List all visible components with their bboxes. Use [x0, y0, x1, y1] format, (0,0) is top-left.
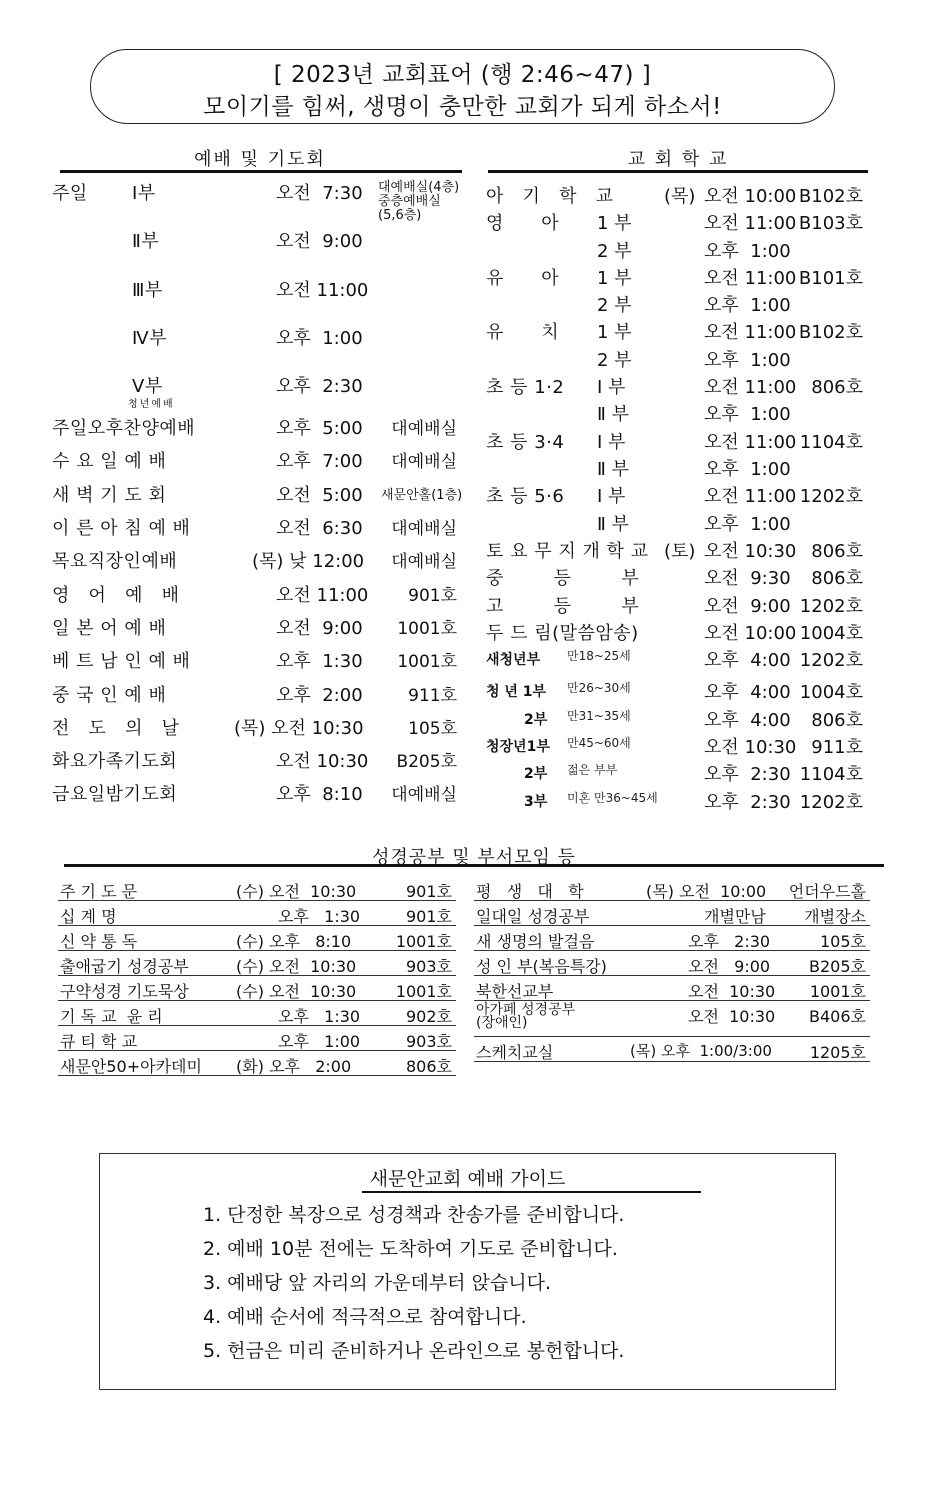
- worship-place: 대예배실: [391, 419, 457, 439]
- young-group-time: 오후 4:00: [704, 682, 791, 703]
- sunday-service-part: Ⅰ부: [132, 183, 156, 204]
- school-room: 1004호: [799, 623, 863, 644]
- study-row: [58, 901, 456, 926]
- study-time: (수) 오전 10:30: [236, 982, 357, 1001]
- school-day: (목): [664, 186, 696, 207]
- guide-item: 3. 예배당 앞 자리의 가운데부터 앉습니다.: [203, 1272, 552, 1294]
- study-time: 오후 1:00: [278, 1032, 361, 1051]
- worship-name: 화요가족기도회: [52, 751, 178, 772]
- school-time: 오전 10:30: [704, 541, 797, 562]
- study-room: 903호: [406, 1032, 452, 1051]
- worship-place: 911호: [408, 686, 457, 706]
- young-group-room: 1004호: [799, 682, 863, 703]
- study-name: 북한선교부: [476, 982, 554, 1001]
- sunday-service-part: Ⅴ부: [132, 376, 163, 397]
- motto-line-2: 모이기를 힘써, 생명이 충만한 교회가 되게 하소서!: [203, 94, 722, 120]
- study-time: (수) 오전 10:30: [236, 882, 357, 901]
- worship-place: B205호: [396, 752, 457, 772]
- young-group-name: 청 년 1부: [486, 684, 547, 700]
- worship-title-rule: [60, 170, 462, 173]
- study-room: B406호: [809, 1007, 866, 1026]
- worship-place: 901호: [408, 586, 457, 606]
- worship-place: 대예배실: [391, 519, 457, 539]
- worship-name: 목요직장인예배: [52, 551, 178, 572]
- school-part: 2 부: [597, 295, 632, 316]
- young-group-room: 1202호: [799, 650, 863, 671]
- young-group-age: 젊은 부부: [567, 763, 618, 777]
- study-row: [474, 1001, 870, 1037]
- worship-name: 전 도 의 날: [52, 718, 180, 739]
- motto-line-1: [ 2023년 교회표어 (행 2:46~47) ]: [273, 62, 652, 88]
- school-time: 오후 1:00: [704, 241, 791, 262]
- study-time: 오전 10:30: [688, 1007, 776, 1026]
- study-row: [58, 1051, 456, 1076]
- school-time: 오전 11:00: [704, 268, 797, 289]
- school-title: 교 회 학 교: [627, 149, 729, 170]
- young-group-time: 오후 4:00: [704, 650, 791, 671]
- young-group-name: 2부: [524, 766, 548, 782]
- study-room: 개별장소: [804, 907, 866, 926]
- sunday-service-sub: 청년예배: [128, 399, 175, 410]
- study-row: [58, 1026, 456, 1051]
- school-time: 오전 9:30: [704, 568, 791, 589]
- guide-item: 5. 헌금은 미리 준비하거나 온라인으로 봉헌합니다.: [203, 1340, 625, 1362]
- school-room: B102호: [798, 186, 863, 207]
- school-time: 오전 10:00: [704, 623, 797, 644]
- school-dept-name: 초 등 5·6: [486, 486, 565, 507]
- school-part: Ⅰ 부: [597, 486, 626, 507]
- guide-title: 새문안교회 예배 가이드: [369, 1168, 566, 1190]
- young-group-age: 미혼 만36~45세: [567, 791, 658, 805]
- young-group-age: 만31~35세: [567, 709, 631, 723]
- study-name: 일대일 성경공부: [476, 907, 590, 926]
- worship-place: 105호: [408, 719, 457, 739]
- study-name: 새문안50+아카데미: [60, 1057, 202, 1076]
- worship-time: 오후 8:10: [276, 784, 363, 805]
- school-time: 오전 11:00: [704, 486, 797, 507]
- young-group-time: 오후 4:00: [704, 710, 791, 731]
- study-time: 오후 2:30: [688, 932, 771, 951]
- study-row: [474, 951, 870, 976]
- school-room: B101호: [798, 268, 863, 289]
- worship-place: 대예배실: [391, 785, 457, 805]
- worship-name: 중 국 인 예 배: [52, 685, 167, 706]
- school-room: B103호: [798, 213, 863, 234]
- school-time: 오전 11:00: [704, 377, 797, 398]
- school-part: 2 부: [597, 350, 632, 371]
- school-part: 1 부: [597, 322, 632, 343]
- school-room: 1104호: [799, 432, 863, 453]
- young-group-room: 1104호: [799, 764, 863, 785]
- young-group-room: 806호: [811, 710, 863, 731]
- study-room: 1205호: [809, 1043, 866, 1062]
- school-part: Ⅰ 부: [597, 432, 626, 453]
- school-dept-name: 두 드 림(말씀암송): [486, 623, 639, 644]
- study-room: 806호: [406, 1057, 452, 1076]
- sunday-service-part: Ⅳ부: [132, 328, 167, 349]
- young-group-time: 오후 2:30: [704, 764, 791, 785]
- young-group-age: 만45~60세: [567, 736, 631, 750]
- study-time: 오후 1:30: [278, 907, 361, 926]
- study-name: 새 생명의 발걸음: [476, 932, 595, 951]
- study-name: 주 기 도 문: [60, 882, 138, 901]
- school-time: 오전 10:00: [704, 186, 797, 207]
- study-room: 1001호: [809, 982, 866, 1001]
- guide-item: 1. 단정한 복장으로 성경책과 찬송가를 준비합니다.: [203, 1204, 625, 1226]
- school-room: 806호: [811, 377, 863, 398]
- study-name: 성 인 부(복음특강): [476, 957, 607, 976]
- study-name: 기 독 교 윤 리: [60, 1007, 163, 1026]
- study-room: 903호: [406, 957, 452, 976]
- young-group-name: 3부: [524, 794, 548, 810]
- study-room: 902호: [406, 1007, 452, 1026]
- study-time: (목) 오후 1:00/3:00: [630, 1042, 772, 1060]
- young-group-name: 새청년부: [486, 652, 541, 668]
- study-room: 901호: [406, 882, 452, 901]
- school-part: Ⅱ 부: [597, 514, 629, 535]
- sunday-place: 대예배실(4층) 중층예배실 (5,6층): [378, 180, 460, 223]
- study-name: 구약성경 기도묵상: [60, 982, 189, 1001]
- worship-place: 1001호: [397, 619, 457, 639]
- worship-place: 대예배실: [391, 452, 457, 472]
- sunday-service-time: 오후 1:00: [276, 328, 363, 349]
- worship-time: 오후 7:00: [276, 451, 363, 472]
- sunday-label: 주일: [52, 183, 88, 204]
- school-dept-name: 초 등 3·4: [486, 432, 565, 453]
- worship-name: 수 요 일 예 배: [52, 451, 167, 472]
- sunday-service-time: 오후 2:30: [276, 376, 363, 397]
- school-dept-name: 아 기 학 교: [486, 186, 614, 207]
- worship-name: 새 벽 기 도 회: [52, 485, 167, 506]
- school-time: 오전 11:00: [704, 432, 797, 453]
- study-room: 1001호: [395, 932, 452, 951]
- sunday-service-time: 오전 9:00: [276, 231, 363, 252]
- school-time: 오후 1:00: [704, 514, 791, 535]
- worship-time: 오전 11:00: [276, 585, 369, 606]
- study-time: 오전 9:00: [688, 957, 771, 976]
- worship-time: 오후 5:00: [276, 418, 363, 439]
- school-part: Ⅱ 부: [597, 459, 629, 480]
- worship-place: 새문안홀(1층): [381, 488, 463, 503]
- study-row: [58, 976, 456, 1001]
- study-room: B205호: [809, 957, 866, 976]
- school-room: 806호: [811, 541, 863, 562]
- study-row: [58, 876, 456, 901]
- worship-place: 대예배실: [391, 552, 457, 572]
- study-row: [474, 976, 870, 1001]
- guide-title-underline: [362, 1191, 701, 1193]
- study-time: (목) 오전 10:00: [646, 882, 767, 901]
- worship-time: 오전 6:30: [276, 518, 363, 539]
- young-group-name: 2부: [524, 712, 548, 728]
- school-room: 1202호: [799, 486, 863, 507]
- study-room: 105호: [820, 932, 866, 951]
- worship-time: 오전 10:30: [276, 751, 369, 772]
- study-room: 901호: [406, 907, 452, 926]
- sunday-service-time: 오전 11:00: [276, 280, 369, 301]
- worship-name: 영 어 예 배: [52, 585, 180, 606]
- worship-name: 주일오후찬양예배: [52, 418, 196, 439]
- school-day: (토): [664, 541, 696, 562]
- school-dept-name: 영 아: [486, 213, 560, 234]
- study-title: 성경공부 및 부서모임 등: [371, 847, 577, 868]
- school-time: 오후 1:00: [704, 350, 791, 371]
- study-time: (수) 오후 8:10: [236, 932, 352, 951]
- school-dept-name: 초 등 1·2: [486, 377, 565, 398]
- school-time: 오후 1:00: [704, 295, 791, 316]
- study-name: 큐 티 학 교: [60, 1032, 138, 1051]
- school-title-rule: [488, 170, 868, 173]
- young-group-room: 911호: [811, 737, 863, 758]
- school-time: 오전 11:00: [704, 213, 797, 234]
- study-time: (수) 오전 10:30: [236, 957, 357, 976]
- school-part: 1 부: [597, 213, 632, 234]
- study-room: 언더우드홀: [788, 882, 866, 901]
- sunday-service-part: Ⅲ부: [132, 280, 163, 301]
- worship-title: 예배 및 기도회: [194, 149, 326, 170]
- study-name: 신 약 통 독: [60, 932, 138, 951]
- study-row: [474, 876, 870, 901]
- young-group-age: 만26~30세: [567, 681, 631, 695]
- worship-name: 이 른 아 침 예 배: [52, 518, 191, 539]
- study-row: [58, 951, 456, 976]
- study-name: 아가페 성경공부 (장애인): [476, 1002, 576, 1031]
- school-room: B102호: [798, 322, 863, 343]
- worship-place: 1001호: [397, 652, 457, 672]
- worship-name: 일 본 어 예 배: [52, 618, 167, 639]
- school-dept-name: 중 등 부: [486, 568, 640, 589]
- school-part: 2 부: [597, 241, 632, 262]
- school-dept-name: 토 요 무 지 개 학 교: [486, 541, 649, 562]
- school-time: 오후 1:00: [704, 459, 791, 480]
- school-room: 1202호: [799, 596, 863, 617]
- worship-guide-box: [99, 1153, 836, 1390]
- worship-name: 금요일밤기도회: [52, 784, 178, 805]
- study-room: 1001호: [395, 982, 452, 1001]
- worship-time: (목) 낮 12:00: [252, 551, 365, 572]
- school-time: 오후 1:00: [704, 404, 791, 425]
- study-row: [474, 1037, 870, 1062]
- guide-item: 2. 예배 10분 전에는 도착하여 기도로 준비합니다.: [203, 1238, 618, 1260]
- study-time: 오후 1:30: [278, 1007, 361, 1026]
- young-group-time: 오후 2:30: [704, 792, 791, 813]
- school-dept-name: 유 치: [486, 322, 560, 343]
- study-name: 십 계 명: [60, 907, 117, 926]
- worship-time: (목) 오전 10:30: [234, 718, 364, 739]
- school-part: Ⅱ 부: [597, 404, 629, 425]
- sunday-service-part: Ⅱ부: [132, 231, 160, 252]
- study-time: 개별만남: [704, 907, 766, 926]
- school-time: 오전 9:00: [704, 596, 791, 617]
- worship-time: 오후 2:00: [276, 685, 363, 706]
- school-time: 오전 11:00: [704, 322, 797, 343]
- school-dept-name: 고 등 부: [486, 596, 640, 617]
- study-row: [474, 926, 870, 951]
- school-room: 806호: [811, 568, 863, 589]
- worship-name: 베 트 남 인 예 배: [52, 651, 191, 672]
- school-part: Ⅰ 부: [597, 377, 626, 398]
- study-name: 스케치교실: [476, 1043, 554, 1062]
- study-name: 평 생 대 학: [476, 882, 584, 901]
- study-row: [58, 1001, 456, 1026]
- study-name: 출애굽기 성경공부: [60, 957, 189, 976]
- young-group-time: 오전 10:30: [704, 737, 797, 758]
- study-row: [474, 901, 870, 926]
- young-group-room: 1202호: [799, 792, 863, 813]
- school-part: 1 부: [597, 268, 632, 289]
- sunday-service-time: 오전 7:30: [276, 183, 363, 204]
- study-row: [58, 926, 456, 951]
- young-group-name: 청장년1부: [486, 739, 550, 755]
- study-time: (화) 오후 2:00: [236, 1057, 352, 1076]
- worship-time: 오후 1:30: [276, 651, 363, 672]
- school-dept-name: 유 아: [486, 268, 560, 289]
- study-title-rule: [64, 864, 884, 867]
- worship-time: 오전 9:00: [276, 618, 363, 639]
- motto-box: [90, 49, 835, 124]
- study-time: 오전 10:30: [688, 982, 776, 1001]
- worship-time: 오전 5:00: [276, 485, 363, 506]
- young-group-age: 만18~25세: [567, 649, 631, 663]
- guide-item: 4. 예배 순서에 적극적으로 참여합니다.: [203, 1306, 527, 1328]
